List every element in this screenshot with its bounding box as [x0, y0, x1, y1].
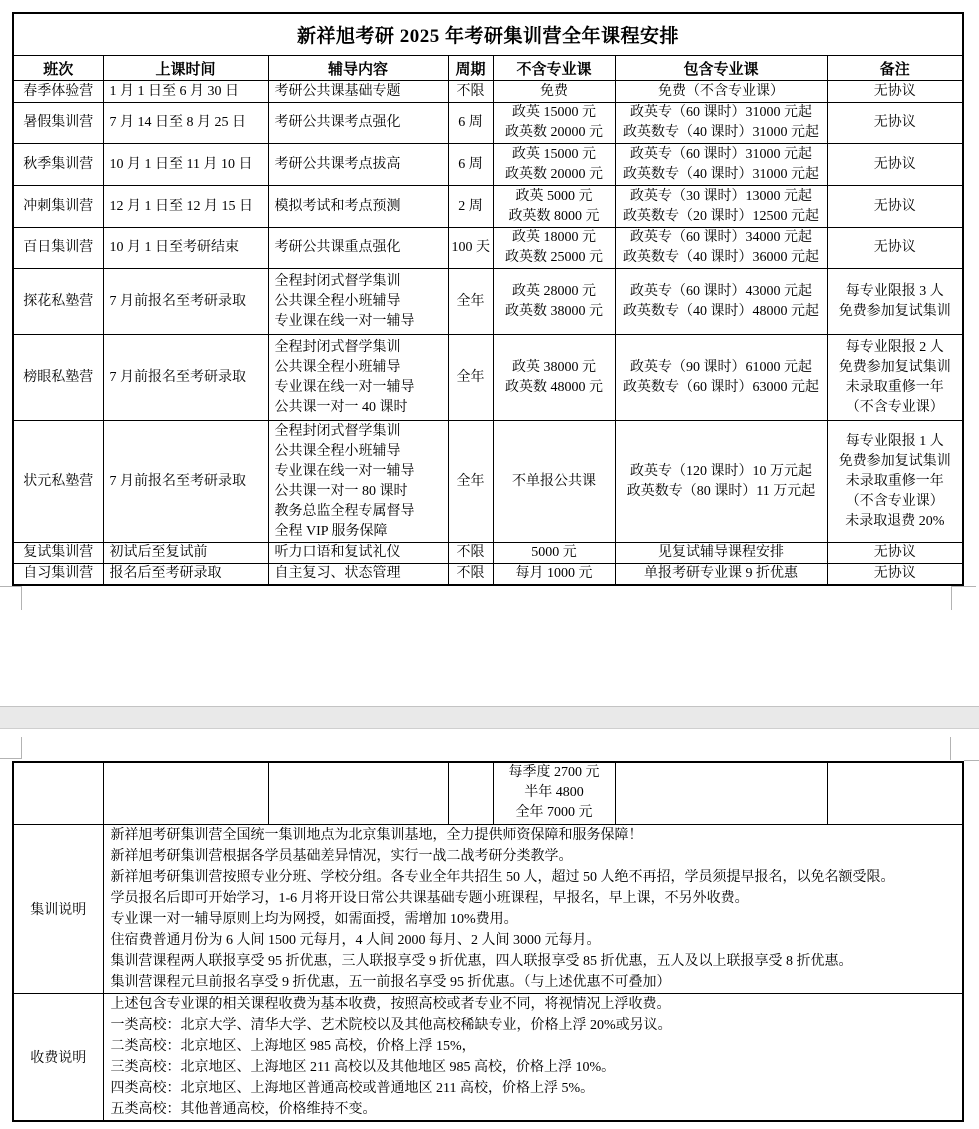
text-line: 见复试辅导课程安排 [658, 545, 784, 560]
empty-cell [268, 762, 448, 824]
text-line: 7 月前报名至考研录取 [109, 369, 246, 385]
content-cell [268, 228, 448, 269]
text-line: 100 天 [451, 240, 490, 255]
text-line: 公共课全程小班辅导 [274, 443, 401, 459]
class-name-cell [13, 335, 103, 421]
page1-margin-mark-right-v [951, 586, 952, 610]
text-line: 初试后至复试前 [109, 545, 208, 560]
text-line: 公共课全程小班辅导 [274, 293, 401, 309]
duration-cell [448, 543, 493, 564]
training-notes-content [103, 824, 963, 993]
text-line: 暑假集训营 [23, 115, 94, 130]
column-header: 辅导内容 [268, 56, 448, 81]
page-break-band [0, 706, 979, 729]
text-line: 全年 [456, 473, 485, 489]
empty-cell [615, 762, 827, 824]
remark-cell [827, 564, 963, 586]
price-with-major-cell [615, 228, 827, 269]
text-line: 1 月 1 日至 6 月 30 日 [109, 83, 239, 99]
course-row [13, 421, 963, 543]
text-line: 不单报公共课 [512, 473, 596, 489]
text-line: （不含专业课） [845, 399, 944, 415]
text-line: 专业课在线一对一辅导 [274, 313, 415, 329]
text-line: 5000 元 [531, 545, 577, 560]
text-line: 模拟考试和考点预测 [274, 198, 401, 214]
price-without-major-cell [493, 564, 615, 586]
schedule-cell [103, 543, 268, 564]
text-line: 考研公共课重点强化 [274, 240, 401, 255]
text-line: 无协议 [873, 156, 916, 172]
remark-cell [827, 186, 963, 228]
duration-cell [448, 186, 493, 228]
duration-cell [448, 228, 493, 269]
column-header: 班次 [13, 56, 103, 81]
text-line: 免费参加复试集训 [838, 303, 951, 319]
fee-notes-content [103, 993, 963, 1121]
text-line: 百日集训营 [23, 240, 94, 255]
course-row [13, 144, 963, 186]
text-line: 政英专（60 课时）34000 元起 [630, 230, 812, 245]
text-line: 自习集训营 [23, 566, 94, 581]
content-cell [268, 186, 448, 228]
text-line: 新祥旭考研集训营根据各学员基础差异情况，实行一战二战考研分类教学。 [110, 848, 573, 864]
column-header: 周期 [448, 56, 493, 81]
text-line: 政英 18000 元 [512, 230, 596, 245]
class-name-cell [13, 564, 103, 586]
page1-margin-mark-right-h [951, 586, 976, 587]
text-line: 6 周 [458, 156, 483, 172]
text-line: 全程封闭式督学集训 [274, 423, 401, 439]
text-line: 政英数专（80 课时）11 万元起 [626, 483, 816, 499]
column-header: 包含专业课 [615, 56, 827, 81]
text-line: 五类高校：其他普通高校，价格维持不变。 [110, 1101, 377, 1117]
price-without-major-cell [493, 228, 615, 269]
text-line: 政英数专（40 课时）31000 元起 [623, 166, 819, 182]
fee-notes-row [13, 993, 963, 1121]
price-with-major-cell [615, 564, 827, 586]
schedule-cell [103, 186, 268, 228]
text-line: 政英数专（20 课时）12500 元起 [623, 208, 819, 224]
page2-margin-mark-right-v [950, 737, 951, 760]
course-schedule-table [12, 12, 964, 586]
class-name-cell [13, 144, 103, 186]
content-cell [268, 543, 448, 564]
text-line: 政英数专（40 课时）31000 元起 [623, 125, 819, 140]
schedule-cell [103, 564, 268, 586]
class-name-cell [13, 186, 103, 228]
text-line: 二类高校：北京地区、上海地区 985 高校，价格上浮 15%， [110, 1038, 476, 1054]
price-without-major-cell [493, 103, 615, 144]
text-line: 公共课全程小班辅导 [274, 359, 401, 375]
text-line: 10 月 1 日至 11 月 10 日 [109, 156, 253, 172]
duration-cell [448, 335, 493, 421]
text-line: 每专业限报 3 人 [845, 283, 944, 299]
schedule-cell [103, 335, 268, 421]
text-line: 考研公共课基础专题 [274, 83, 401, 99]
text-line: 未录取重修一年 [845, 379, 944, 395]
course-row [13, 81, 963, 103]
page2-margin-mark-left-v [21, 737, 22, 759]
text-line: 新祥旭考研集训营按照专业分班、学校分组。各专业全年共招生 50 人，超过 50 人绝不再招，学员须提早报名，以免名额受限。 [110, 869, 895, 885]
text-line: 政英专（60 课时）31000 元起 [630, 105, 812, 120]
text-line: 2 周 [458, 198, 483, 214]
fee-continuation-row [13, 762, 963, 824]
text-line: 专业课一对一辅导原则上均为网授，如需面授，需增加 10%费用。 [110, 911, 518, 927]
text-line: 7 月前报名至考研录取 [109, 293, 246, 309]
course-row [13, 228, 963, 269]
section-label-training: 集训说明 [13, 824, 103, 993]
content-cell [268, 103, 448, 144]
duration-cell [448, 421, 493, 543]
notes-table [12, 761, 964, 1122]
text-line: 每专业限报 1 人 [845, 433, 944, 449]
text-line: 半年 4800 [524, 785, 584, 801]
text-line: 全程封闭式督学集训 [274, 273, 401, 289]
price-without-major-cell [493, 543, 615, 564]
text-line: 政英专（120 课时）10 万元起 [630, 463, 812, 479]
schedule-cell [103, 269, 268, 335]
duration-cell [448, 144, 493, 186]
empty-cell [103, 762, 268, 824]
text-line: 政英 28000 元 [512, 283, 596, 299]
text-line: 每专业限报 2 人 [845, 339, 944, 355]
price-with-major-cell [615, 543, 827, 564]
section-label-fees: 收费说明 [13, 993, 103, 1121]
empty-cell [448, 762, 493, 824]
schedule-cell [103, 228, 268, 269]
remark-cell [827, 103, 963, 144]
text-line: 复试集训营 [23, 545, 94, 560]
text-line: 政英专（60 课时）31000 元起 [630, 146, 812, 162]
column-header: 备注 [827, 56, 963, 81]
text-line: 未录取退费 20% [845, 513, 945, 529]
duration-cell [448, 81, 493, 103]
price-without-major-cell [493, 421, 615, 543]
text-line: 政英 5000 元 [515, 188, 593, 204]
text-line: 公共课一对一 80 课时 [274, 483, 408, 499]
text-line: 专业课在线一对一辅导 [274, 463, 415, 479]
column-header: 上课时间 [103, 56, 268, 81]
text-line: 三类高校：北京地区、上海地区 211 高校以及其他地区 985 高校，价格上浮 10%。 [110, 1059, 616, 1075]
price-without-major-cell [493, 335, 615, 421]
course-row [13, 269, 963, 335]
price-without-major-cell [493, 144, 615, 186]
text-line: 探花私塾营 [23, 293, 94, 309]
content-cell [268, 269, 448, 335]
text-line: 考研公共课考点拔高 [274, 156, 401, 172]
duration-cell [448, 269, 493, 335]
text-line: 考研公共课考点强化 [274, 115, 401, 130]
text-line: 政英 38000 元 [512, 359, 596, 375]
text-line: 不限 [456, 566, 485, 581]
text-line: 单报考研专业课 9 折优惠 [644, 566, 798, 581]
text-line: 每月 1000 元 [515, 566, 593, 581]
course-row [13, 564, 963, 586]
text-line: （不含专业课） [845, 493, 944, 509]
text-line: 免费 [540, 83, 568, 99]
text-line: 专业课在线一对一辅导 [274, 379, 415, 395]
text-line: 全年 [456, 369, 485, 385]
text-line: 政英专（30 课时）13000 元起 [630, 188, 812, 204]
price-with-major-cell [615, 269, 827, 335]
text-line: 无协议 [873, 240, 916, 255]
text-line: 榜眼私塾营 [23, 369, 94, 385]
price-with-major-cell [615, 186, 827, 228]
text-line: 免费参加复试集训 [838, 453, 951, 469]
content-cell [268, 421, 448, 543]
price-with-major-cell [615, 144, 827, 186]
price-with-major-cell [615, 335, 827, 421]
price-with-major-cell [615, 421, 827, 543]
duration-cell [448, 564, 493, 586]
text-line: 公共课一对一 40 课时 [274, 399, 408, 415]
text-line: 无协议 [873, 115, 916, 130]
text-line: 报名后至考研录取 [109, 566, 222, 581]
page-title: 新祥旭考研 2025 年考研集训营全年课程安排 [13, 13, 963, 56]
text-line: 上述包含专业课的相关课程收费为基本收费，按照高校或者专业不同，将视情况上浮收费。 [110, 996, 671, 1012]
text-line: 7 月前报名至考研录取 [109, 473, 246, 489]
text-line: 政英数 20000 元 [505, 166, 603, 182]
page1-margin-mark-left-h [0, 586, 21, 587]
text-line: 无协议 [873, 83, 916, 99]
text-line: 政英专（90 课时）61000 元起 [630, 359, 812, 375]
text-line: 全年 7000 元 [515, 805, 593, 821]
text-line: 全程 VIP 服务保障 [274, 523, 388, 539]
text-line: 政英 15000 元 [512, 105, 596, 120]
text-line: 无协议 [873, 566, 916, 581]
self-study-fee-cell [493, 762, 615, 824]
text-line: 不限 [456, 545, 485, 560]
page2-margin-mark-left-h [0, 758, 21, 759]
text-line: 6 周 [458, 115, 483, 130]
training-notes-row [13, 824, 963, 993]
text-line: 状元私塾营 [23, 473, 94, 489]
price-with-major-cell [615, 81, 827, 103]
content-cell [268, 81, 448, 103]
remark-cell [827, 81, 963, 103]
schedule-cell [103, 144, 268, 186]
remark-cell [827, 335, 963, 421]
text-line: 教务总监全程专属督导 [274, 503, 415, 519]
content-cell [268, 144, 448, 186]
price-without-major-cell [493, 81, 615, 103]
content-cell [268, 564, 448, 586]
empty-cell [13, 762, 103, 824]
remark-cell [827, 543, 963, 564]
course-row [13, 186, 963, 228]
header-row [13, 56, 963, 81]
text-line: 全年 [456, 293, 485, 309]
price-with-major-cell [615, 103, 827, 144]
text-line: 无协议 [873, 198, 916, 214]
text-line: 12 月 1 日至 12 月 15 日 [109, 198, 253, 214]
course-row [13, 103, 963, 144]
schedule-cell [103, 421, 268, 543]
schedule-cell [103, 103, 268, 144]
text-line: 集训营课程元旦前报名享受 9 折优惠，五一前报名享受 95 折优惠。（与上述优惠不可叠加） [110, 974, 671, 990]
class-name-cell [13, 421, 103, 543]
text-line: 春季体验营 [23, 83, 94, 99]
text-line: 无协议 [873, 545, 916, 560]
text-line: 学员报名后即可开始学习，1-6 月将开设日常公共课基础专题小班课程，早报名，早上课，不另外收费。 [110, 890, 749, 906]
class-name-cell [13, 228, 103, 269]
text-line: 政英数 8000 元 [508, 208, 600, 224]
remark-cell [827, 228, 963, 269]
remark-cell [827, 269, 963, 335]
content-cell [268, 335, 448, 421]
page1-margin-mark-left-v [21, 586, 22, 610]
text-line: 集训营课程两人联报享受 95 折优惠，三人联报享受 9 折优惠，四人联报享受 85 折优惠，五人及以上联报享受 8 折优惠。 [110, 953, 853, 969]
text-line: 免费参加复试集训 [838, 359, 951, 375]
text-line: 政英数专（60 课时）63000 元起 [623, 379, 819, 395]
text-line: 每季度 2700 元 [508, 765, 600, 781]
text-line: 政英专（60 课时）43000 元起 [630, 283, 812, 299]
text-line: 新祥旭考研集训营全国统一集训地点为北京集训基地，全力提供师资保障和服务保障！ [110, 827, 643, 843]
title-row [13, 13, 963, 56]
schedule-cell [103, 81, 268, 103]
text-line: 听力口语和复试礼仪 [274, 545, 401, 560]
text-line: 政英数 48000 元 [505, 379, 603, 395]
text-line: 未录取重修一年 [845, 473, 944, 489]
class-name-cell [13, 543, 103, 564]
remark-cell [827, 421, 963, 543]
price-without-major-cell [493, 269, 615, 335]
class-name-cell [13, 103, 103, 144]
class-name-cell [13, 81, 103, 103]
text-line: 免费（不含专业课） [658, 83, 784, 99]
course-row [13, 335, 963, 421]
class-name-cell [13, 269, 103, 335]
text-line: 7 月 14 日至 8 月 25 日 [109, 115, 246, 130]
text-line: 住宿费普通月份为 6 人间 1500 元每月，4 人间 2000 每月、2 人间 3000 元每月。 [110, 932, 601, 948]
remark-cell [827, 144, 963, 186]
text-line: 政英 15000 元 [512, 146, 596, 162]
text-line: 自主复习、状态管理 [274, 566, 401, 581]
page2-margin-mark-right-h [964, 760, 979, 761]
text-line: 冲刺集训营 [23, 198, 94, 214]
text-line: 政英数 25000 元 [505, 250, 603, 265]
text-line: 政英数专（40 课时）48000 元起 [623, 303, 819, 319]
text-line: 10 月 1 日至考研结束 [109, 240, 239, 255]
duration-cell [448, 103, 493, 144]
text-line: 不限 [456, 83, 485, 99]
text-line: 政英数专（40 课时）36000 元起 [623, 250, 819, 265]
course-row [13, 543, 963, 564]
text-line: 四类高校：北京地区、上海地区普通高校或普通地区 211 高校，价格上浮 5%。 [110, 1080, 595, 1096]
text-line: 秋季集训营 [23, 156, 94, 172]
empty-cell [827, 762, 963, 824]
text-line: 政英数 20000 元 [505, 125, 603, 140]
text-line: 一类高校：北京大学、清华大学、艺术院校以及其他高校稀缺专业，价格上浮 20%或另议。 [110, 1017, 672, 1033]
text-line: 全程封闭式督学集训 [274, 339, 401, 355]
column-header: 不含专业课 [493, 56, 615, 81]
text-line: 政英数 38000 元 [505, 303, 603, 319]
price-without-major-cell [493, 186, 615, 228]
